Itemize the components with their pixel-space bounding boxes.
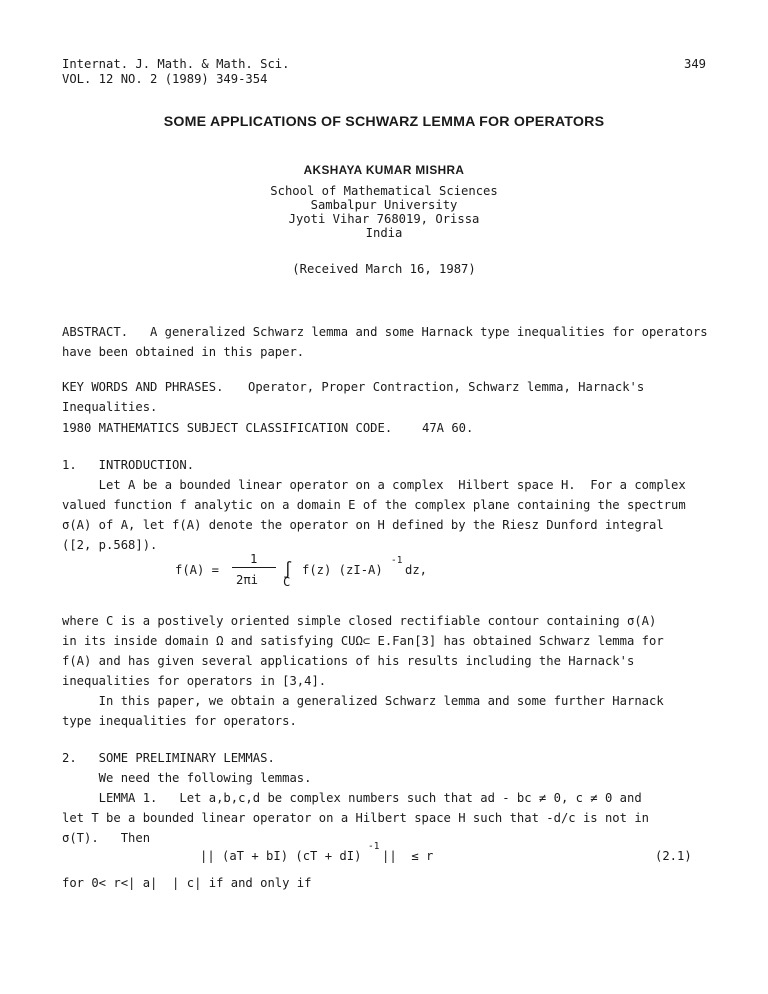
journal-volume: VOL. 12 NO. 2 (1989) 349-354 — [62, 72, 268, 86]
formula-tail: dz, — [405, 563, 428, 577]
eq-2-1-exponent: -1 — [368, 841, 380, 852]
keywords-line-1: Operator, Proper Contraction, Schwarz lemma, Harnack's — [248, 380, 645, 394]
keywords-line-2: Inequalities. — [62, 400, 158, 414]
equation-number: (2.1) — [655, 849, 692, 863]
intro-line-6: in its inside domain Ω and satisfying CUΩ⊂ E.Fan[3] has obtained Schwarz lemma for — [62, 634, 664, 648]
section-2-heading: 2. SOME PRELIMINARY LEMMAS. — [62, 751, 275, 765]
received-date: (Received March 16, 1987) — [292, 262, 476, 276]
fraction-bar — [232, 567, 276, 568]
intro-line-5: where C is a postively oriented simple closed rectifiable contour containing σ(A) — [62, 614, 657, 628]
intro-line-10: type inequalities for operators. — [62, 714, 297, 728]
formula-exponent: -1 — [391, 555, 403, 566]
intro-line-8: inequalities for operators in [3,4]. — [62, 674, 327, 688]
section-1-heading: 1. INTRODUCTION. — [62, 458, 195, 472]
intro-line-7: f(A) and has given several applications of his results including the Harnack's — [62, 654, 635, 668]
intro-line-2: valued function f analytic on a domain E of the complex plane containing the spectrum — [62, 498, 686, 512]
abstract-label: ABSTRACT. — [62, 325, 129, 339]
formula-numerator: 1 — [250, 552, 258, 566]
intro-line-4: ([2, p.568]). — [62, 538, 158, 552]
affiliation-line-3: Jyoti Vihar 768019, Orissa — [288, 212, 480, 226]
intro-line-1: Let A be a bounded linear operator on a complex Hilbert space H. For a complex — [62, 478, 686, 492]
formula-denominator: 2πi — [236, 573, 259, 587]
formula-lhs: f(A) = — [175, 563, 220, 577]
classification-label: 1980 MATHEMATICS SUBJECT CLASSIFICATION CODE. — [62, 421, 393, 435]
paper-title: SOME APPLICATIONS OF SCHWARZ LEMMA FOR OPERATORS — [163, 114, 605, 130]
page-number: 349 — [684, 57, 707, 71]
classification-code: 47A 60. — [422, 421, 474, 435]
lemma-1-line-2: let T be a bounded linear operator on a Hilbert space H such that -d/c is not in — [62, 811, 649, 825]
keywords-label: KEY WORDS AND PHRASES. — [62, 380, 224, 394]
lemma-1-condition: for 0< r<| a| | c| if and only if — [62, 876, 312, 890]
intro-line-9: In this paper, we obtain a generalized Schwarz lemma and some further Harnack — [62, 694, 664, 708]
abstract-line-2: have been obtained in this paper. — [62, 345, 305, 359]
eq-2-1-tail: || ≤ r — [382, 849, 434, 863]
affiliation-line-2: Sambalpur University — [310, 198, 458, 212]
integral-sign: ∫ — [283, 560, 293, 579]
affiliation-line-1: School of Mathematical Sciences — [270, 184, 498, 198]
affiliation-line-4: India — [365, 226, 403, 240]
lemma-1-line-1: LEMMA 1. Let a,b,c,d be complex numbers such that ad - bc ≠ 0, c ≠ 0 and — [62, 791, 642, 805]
journal-name: Internat. J. Math. & Math. Sci. — [62, 57, 290, 71]
abstract-line-1: A generalized Schwarz lemma and some Harnack type inequalities for operators — [150, 325, 708, 339]
eq-2-1-body: || (aT + bI) (cT + dI) — [200, 849, 362, 863]
contour-label: C — [283, 575, 291, 589]
lemmas-intro: We need the following lemmas. — [62, 771, 312, 785]
lemma-1-line-3: σ(T). Then — [62, 831, 151, 845]
intro-line-3: σ(A) of A, let f(A) denote the operator on H defined by the Riesz Dunford integral — [62, 518, 664, 532]
formula-body: f(z) (zI-A) — [302, 563, 383, 577]
author-name: AKSHAYA KUMAR MISHRA — [303, 163, 465, 177]
